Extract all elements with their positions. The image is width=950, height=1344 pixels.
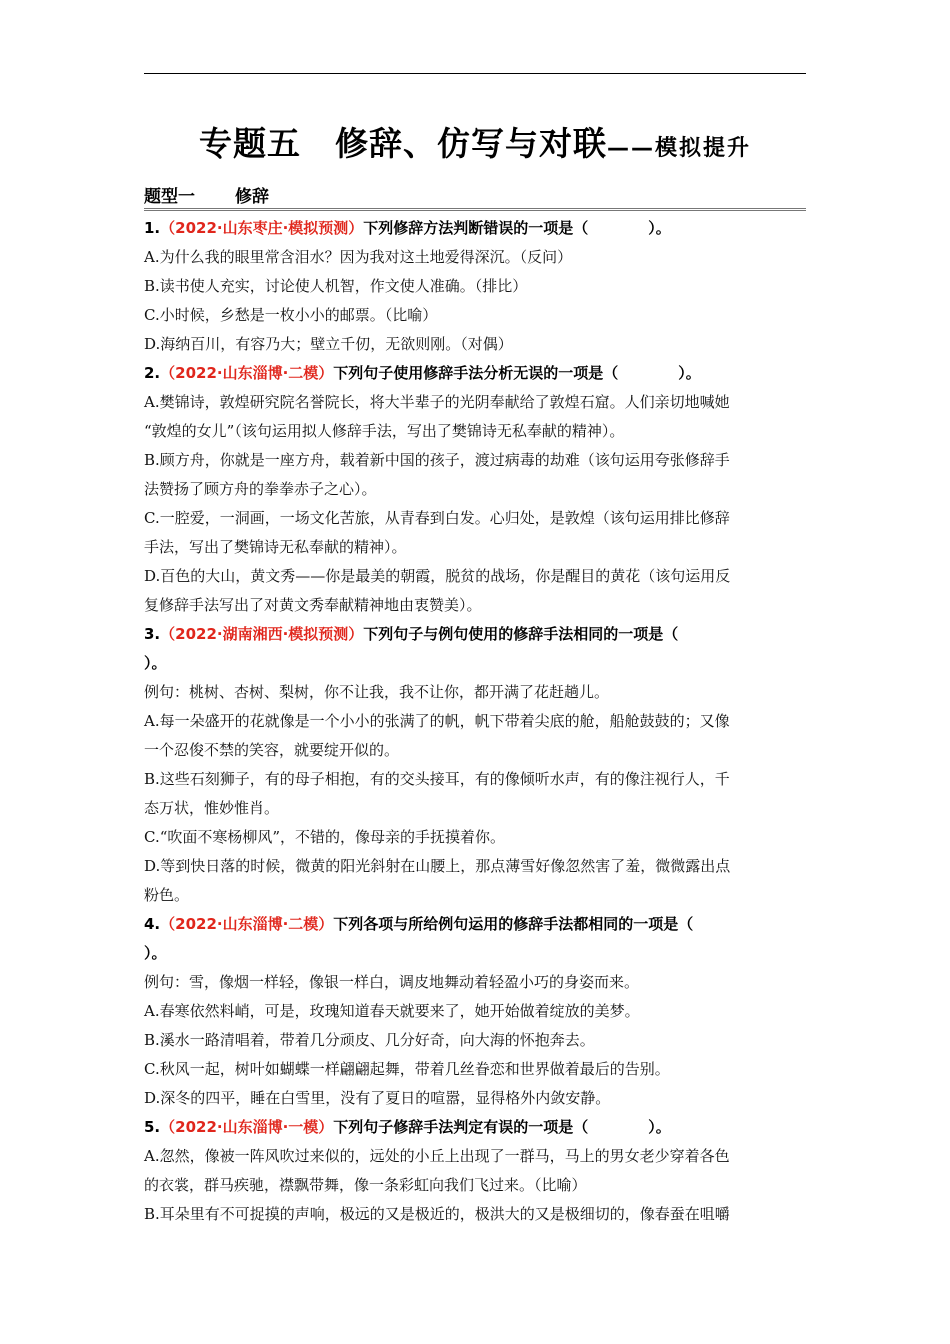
question-stem <box>144 359 806 388</box>
option-line: D.海纳百川，有容乃大；壁立千仞，无欲则刚。（对偶） <box>144 335 513 353</box>
question-stem <box>144 1113 806 1142</box>
option-line: A.每一朵盛开的花就像是一个小小的张满了的帆，帆下带着尖底的舱，船舱鼓鼓的；又像 <box>144 712 730 730</box>
question-number: 4. <box>144 915 161 933</box>
option-line: B.这些石刻狮子，有的母子相抱，有的交头接耳，有的像倾听水声，有的像注视行人，千 <box>144 770 730 788</box>
question-1 <box>144 214 806 359</box>
option-line: 的衣裳，群马疾驰，襟飘带舞，像一条彩虹向我们飞过来。（比喻） <box>144 1176 587 1194</box>
question-number: 5. <box>144 1118 161 1136</box>
question-text: 下列各项与所给例句运用的修辞手法都相同的一项是（ <box>333 915 694 933</box>
option-line: 粉色。 <box>144 886 190 904</box>
option-line: 手法，写出了樊锦诗无私奉献的精神）。 <box>144 538 407 556</box>
section-name: 修辞 <box>235 187 269 207</box>
question-stem <box>144 620 806 649</box>
option-line: C.秋风一起，树叶如蝴蝶一样翩翩起舞，带着几丝眷恋和世界做着最后的告别。 <box>144 1060 670 1078</box>
question-stem-continued: ）。 <box>144 654 167 672</box>
section-heading <box>144 182 806 211</box>
page-title <box>0 118 950 165</box>
option-line: D.等到快日落的时候，微黄的阳光斜射在山腰上，那点薄雪好像忽然害了羞，微微露出点 <box>144 857 731 875</box>
question-stem <box>144 214 806 243</box>
question-4 <box>144 910 806 1113</box>
question-number: 2. <box>144 364 161 382</box>
question-source: （2022·山东枣庄·模拟预测） <box>160 219 364 237</box>
option-line: D.百色的大山，黄文秀——你是最美的朝霞，脱贫的战场，你是醒目的黄花（该句运用反 <box>144 567 731 585</box>
question-list <box>144 214 806 1229</box>
question-3 <box>144 620 806 910</box>
option-line: A.为什么我的眼里常含泪水？因为我对这土地爱得深沉。（反问） <box>144 248 573 266</box>
option-line: 例句：雪，像烟一样轻，像银一样白，调皮地舞动着轻盈小巧的身姿而来。 <box>144 973 640 991</box>
question-number: 3. <box>144 625 161 643</box>
option-line: C.小时候，乡愁是一枚小小的邮票。（比喻） <box>144 306 438 324</box>
question-source: （2022·山东淄博·二模） <box>160 915 334 933</box>
question-source: （2022·山东淄博·二模） <box>160 364 334 382</box>
question-source: （2022·湖南湘西·模拟预测） <box>160 625 364 643</box>
question-2 <box>144 359 806 620</box>
option-line: 态万状，惟妙惟肖。 <box>144 799 280 817</box>
option-line: 法赞扬了顾方舟的拳拳赤子之心）。 <box>144 480 377 498</box>
option-line: B.溪水一路清唱着，带着几分顽皮、几分好奇，向大海的怀抱奔去。 <box>144 1031 595 1049</box>
option-line: 一个忍俊不禁的笑容，就要绽开似的。 <box>144 741 400 759</box>
question-stem-continued: ）。 <box>144 944 167 962</box>
option-line: “敦煌的女儿”（该句运用拟人修辞手法，写出了樊锦诗无私奉献的精神）。 <box>144 422 625 440</box>
option-line: C.“吹面不寒杨柳风”，不错的，像母亲的手抚摸着你。 <box>144 828 506 846</box>
option-line: A.春寒依然料峭，可是，玫瑰知道春天就要来了，她开始做着绽放的美梦。 <box>144 1002 640 1020</box>
option-line: A.忽然，像被一阵风吹过来似的，远处的小丘上出现了一群马，马上的男女老少穿着各色 <box>144 1147 730 1165</box>
page-title-main: 专题五 修辞、仿写与对联 <box>198 124 607 163</box>
option-line: D.深冬的四平，睡在白雪里，没有了夏日的喧嚣，显得格外内敛安静。 <box>144 1089 611 1107</box>
option-line: C.一腔爱，一洞画，一场文化苦旅，从青春到白发。心归处，是敦煌（该句运用排比修辞 <box>144 509 730 527</box>
section-type: 题型一 <box>144 187 195 207</box>
question-source: （2022·山东淄博·一模） <box>160 1118 334 1136</box>
question-number: 1. <box>144 219 161 237</box>
question-text: 下列句子与例句使用的修辞手法相同的一项是（ <box>363 625 679 643</box>
option-line: 例句：桃树、杏树、梨树，你不让我，我不让你，都开满了花赶趟儿。 <box>144 683 610 701</box>
option-line: A.樊锦诗，敦煌研究院名誉院长，将大半辈子的光阴奉献给了敦煌石窟。人们亲切地喊她 <box>144 393 730 411</box>
option-line: B.读书使人充实，讨论使人机智，作文使人准确。（排比） <box>144 277 528 295</box>
question-text: 下列句子修辞手法判定有误的一项是（ ）。 <box>333 1118 671 1136</box>
question-text: 下列修辞方法判断错误的一项是（ ）。 <box>363 219 671 237</box>
question-5 <box>144 1113 806 1229</box>
question-text: 下列句子使用修辞手法分析无误的一项是（ ）。 <box>333 364 701 382</box>
header-rule <box>144 73 806 74</box>
question-stem <box>144 910 806 939</box>
option-line: B.耳朵里有不可捉摸的声响，极远的又是极近的，极洪大的又是极细切的，像春蚕在咀嚼 <box>144 1205 730 1223</box>
option-line: B.顾方舟，你就是一座方舟，载着新中国的孩子，渡过病毒的劫难（该句运用夸张修辞手 <box>144 451 730 469</box>
option-line: 复修辞手法写出了对黄文秀奉献精神地由衷赞美）。 <box>144 596 482 614</box>
page-title-subtitle: ——模拟提升 <box>606 136 751 161</box>
